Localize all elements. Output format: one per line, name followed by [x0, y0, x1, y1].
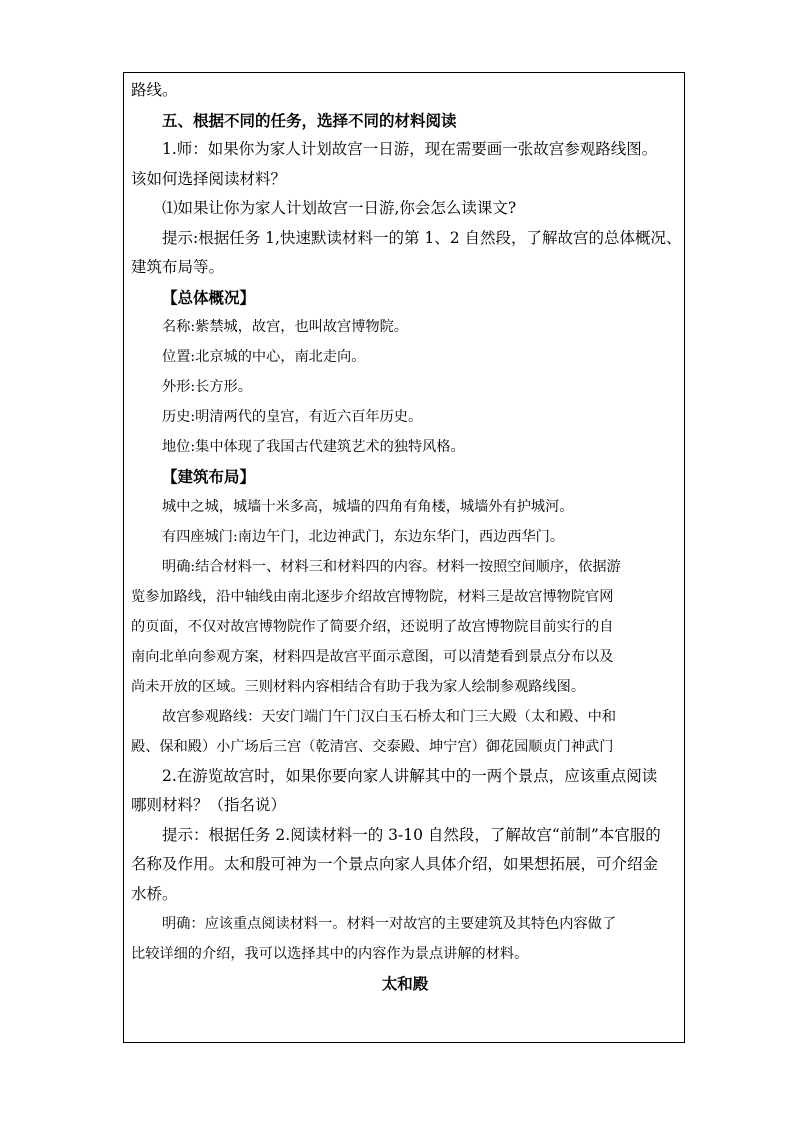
- text-line: 提示:根据任务 1,快速默读材料一的第 1、2 自然段，了解故宫的总体概况、: [162, 228, 682, 247]
- text-line: 尚未开放的区域。三则材料内容相结合有助于我为家人绘制参观路线图。: [131, 678, 586, 695]
- text-line: 览参加路线，沿中轴线由南北逐步介绍故宫博物院，材料三是故宫博物院官网: [131, 588, 614, 605]
- text-line: 该如何选择阅读材料？: [131, 169, 287, 188]
- text-line: 地位:集中体现了我国古代建筑艺术的独特风格。: [162, 439, 465, 455]
- text-line: 位置:北京城的中心，南北走向。: [162, 349, 366, 365]
- text-line: 外形:长方形。: [162, 379, 252, 395]
- text-line: ⑴如果让你为家人计划故宫一日游,你会怎么读课文?: [162, 199, 517, 217]
- subsection-heading: 【总体概况】: [162, 287, 256, 307]
- text-line: 南向北单向参观方案，材料四是故宫平面示意图，可以清楚看到景点分布以及: [131, 648, 614, 665]
- document-body: [131, 76, 682, 999]
- text-line: 名称:紫禁城，故宫，也叫故宫博物院。: [162, 319, 408, 335]
- text-line: 建筑布局等。: [131, 258, 225, 276]
- text-line: 比较详细的介绍，我可以选择其中的内容作为景点讲解的材料。: [131, 946, 529, 962]
- text-line: 明确:结合材料一、材料三和材料四的内容。材料一按照空间顺序，依据游: [162, 558, 621, 575]
- text-line: 的页面，不仅对故宫博物院作了简要介绍，还说明了故宫博物院目前实行的自: [131, 618, 614, 635]
- text-line: 路线。: [131, 81, 178, 99]
- heading-taihedian: 太和殿: [381, 974, 429, 993]
- text-line: 1.师：如果你为家人计划故宫一日游，现在需要画一张故宫参观路线图。: [162, 140, 658, 158]
- section-heading: 五、根据不同的任务，选择不同的材料阅读: [162, 110, 457, 130]
- text-line: 历史:明清两代的皇宫，有近六百年历史。: [162, 409, 423, 425]
- text-line: 殿、保和殿）小广场后三宫（乾清宫、交泰殿、坤宁宫）御花园顺贞门神武门: [131, 738, 614, 755]
- text-line: 故宫参观路线：天安门端门午门汉白玉石桥太和门三大殿（太和殿、中和: [162, 708, 617, 725]
- text-line: 2.在游览故宫时，如果你要向家人讲解其中的一两个景点，应该重点阅读: [162, 766, 658, 785]
- text-line: 城中之城，城墙十米多高，城墙的四角有角楼，城墙外有护城河。: [162, 498, 574, 515]
- text-line: 明确：应该重点阅读材料一。材料一对故宫的主要建筑及其特色内容做了: [162, 916, 617, 932]
- text-line: 水桥。: [131, 884, 178, 903]
- text-line: 名称及作用。太和殷可神为一个景点向家人具体介绍，如果想拓展，可介绍金: [131, 855, 659, 873]
- text-line: 有四座城门:南边午门，北边神武门，东边东华门，西边西华门。: [162, 528, 565, 545]
- text-line: 提示：根据任务 2.阅读材料一的 3-10 自然段，了解故宫“前制”本官服的: [162, 825, 661, 844]
- text-line: 哪则材料？（指名说）: [131, 796, 287, 814]
- subsection-heading: 【建筑布局】: [162, 467, 256, 486]
